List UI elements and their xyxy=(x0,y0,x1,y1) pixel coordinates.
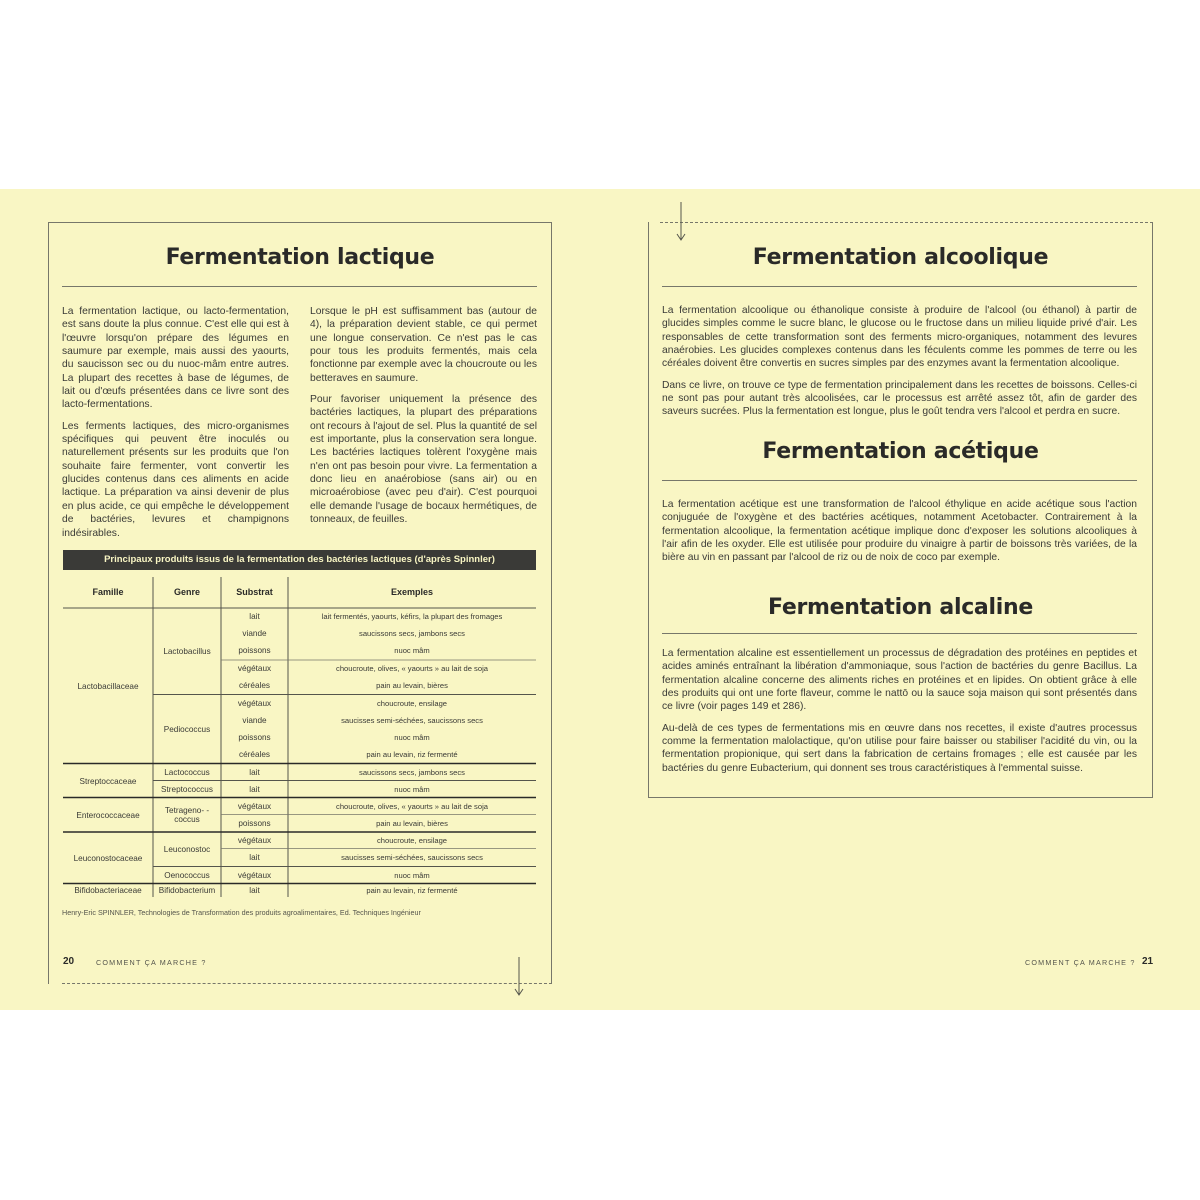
exemples-cell: pain au levain, bières xyxy=(376,819,448,828)
substrat-cell: lait xyxy=(249,768,260,777)
substrat-cell: lait xyxy=(249,886,260,895)
section-title-lactique: Fermentation lactique xyxy=(165,245,435,270)
text-column-1 xyxy=(62,305,289,548)
left-dashed-rule xyxy=(62,983,552,984)
paragraph: La fermentation alcaline est essentiellement un processus de dégradation des protéines en peptides et acides aminés entraînant la libération d'ammoniaque, sous l'action de bactéries du genre Bacillus. La fermentation alcaline concerne des aliments riches en protéines et en lipides. On obtient grâce à elle des produits qui ont une forte flaveur, comme le nattō ou la sauce soja maison qui sont présentés dans ce livre (voir pages 149 et 286). xyxy=(662,648,1137,713)
substrat-cell: viande xyxy=(242,716,267,725)
paragraph: La fermentation acétique est une transformation de l'alcool éthylique en acide acétique sous l'action conjuguée de l'oxygène et des bactéries acétiques, notamment Acetobacter. Contrairement à la fermentation alcoolique, la fermentation acétique implique donc d'exposer les solutions alcooliques à l'air afin de les oxyder. Elle est utilisée pour produire du vinaigre à partir de boissons très variées, de la bière au vin en passant par l'alcool de riz ou de noix de coco par exemple. xyxy=(662,499,1137,564)
paragraph: La fermentation lactique, ou lacto-fermentation, est sans doute la plus connue. C'est elle qui est à l'œuvre lorsqu'on prépare des légumes en saumure par exemple, mais aussi des yaourts, du saucisson sec ou du nuoc-mâm entre autres. La plupart des recettes à base de légumes, de lait ou d'œufs présentées dans ce livre sont des lacto-fermentations. xyxy=(62,306,289,411)
book-spread xyxy=(0,189,1200,1010)
substrat-cell: végétaux xyxy=(237,836,272,845)
paragraph: Les ferments lactiques, des micro-organismes spécifiques qui peuvent être inoculés ou naturellement présents sur les produits que l'on souhaite faire fermenter, vont convertir les glucides contenus dans ces aliments en acide lactique. La préparation va ainsi devenir de plus en plus acide, ce qui empêche le développement de bactéries, levures et champignons indésirables. xyxy=(62,420,289,539)
col-header-substrat: Substrat xyxy=(236,587,273,597)
substrat-cell: céréales xyxy=(239,681,270,690)
substrat-cell: lait xyxy=(249,853,260,862)
substrat-cell: végétaux xyxy=(237,699,272,708)
exemples-cell: nuoc mâm xyxy=(394,785,430,794)
exemples-cell: saucisses semi-séchées, saucissons secs xyxy=(341,716,483,725)
substrat-cell: végétaux xyxy=(237,802,272,811)
exemples-cell: choucroute, olives, « yaourts » au lait de soja xyxy=(336,802,488,811)
exemples-cell: nuoc mâm xyxy=(394,733,430,742)
running-head-right: COMMENT ÇA MARCHE ? xyxy=(1025,958,1136,967)
exemples-cell: choucroute, ensilage xyxy=(376,699,448,708)
genre-cell: Lactococcus xyxy=(164,768,210,777)
genre-cell: Bifidobacterium xyxy=(158,886,216,895)
down-arrow-icon xyxy=(514,957,524,997)
famille-cell: Lactobacillaceae xyxy=(77,681,139,691)
section-title-acetique: Fermentation acétique xyxy=(762,439,1039,464)
substrat-cell: poissons xyxy=(238,733,271,742)
title-rule xyxy=(662,286,1137,287)
table-caption: Principaux produits issus de la fermentation des bactéries lactiques (d'après Spinnler) xyxy=(63,550,536,570)
paragraph: Dans ce livre, on trouve ce type de fermentation principalement dans les recettes de boissons. Celles-ci ne sont pas pour autant très alcoolisées, car le processus est arrêté assez tôt, afin de garder des saveurs sucrées. Plus la fermentation est longue, plus le goût tendra vers l'alcool et perdra en sucre. xyxy=(662,379,1137,418)
genre-cell: Lactobacillus xyxy=(163,647,211,656)
paragraph: Lorsque le pH est suffisamment bas (autour de 4), la préparation devient stable, ce qui permet une longue conservation. Ce n'est pas le cas pour tous les produits fermentés, mais cela fonctionne par exemple avec la choucroute ou les betteraves en saumure. xyxy=(310,306,537,384)
paragraph: Pour favoriser uniquement la présence des bactéries lactiques, la plupart des préparations ont recours à l'ajout de sel. Plus la quantité de sel est importante, plus la conservation sera longue. Les bactéries lactiques tolèrent l'oxygène mais n'en ont pas besoin pour vivre. La fermentation a donc lieu en anaérobiose (sans air) ou en microaérobiose (avec peu d'air). C'est pourquoi elle demande l'usage de bocaux hermétiques, de tonneaux, de feuilles. xyxy=(310,394,537,526)
substrat-cell: céréales xyxy=(239,750,270,759)
substrat-cell: lait xyxy=(249,612,260,621)
page-number-right: 21 xyxy=(1142,956,1154,967)
title-rule xyxy=(662,480,1137,481)
genre-cell: Streptococcus xyxy=(161,785,213,794)
famille-cell: Streptoccaceae xyxy=(79,776,137,786)
famille-cell: Leuconostocaceae xyxy=(73,853,143,863)
exemples-cell: saucissons secs, jambons secs xyxy=(359,629,465,638)
right-dashed-rule xyxy=(660,222,1153,223)
exemples-cell: nuoc mâm xyxy=(394,646,430,655)
famille-cell: Bifidobacteriaceae xyxy=(74,886,142,895)
substrat-cell: viande xyxy=(242,629,267,638)
page-number-left: 20 xyxy=(63,956,75,967)
section-title-alcoolique: Fermentation alcoolique xyxy=(752,245,1049,270)
col-header-famille: Famille xyxy=(92,587,124,597)
table-source-note: Henry-Eric SPINNLER, Technologies de Transformation des produits agroalimentaires, Ed. Techniques Ingénieur xyxy=(62,908,421,917)
section-text-acetique xyxy=(662,498,1137,573)
genre-cell: Tetrageno- -coccus xyxy=(164,806,210,824)
section-text-alcaline xyxy=(662,647,1137,783)
section-title-alcaline: Fermentation alcaline xyxy=(768,595,1033,620)
col-header-genre: Genre xyxy=(173,587,200,597)
exemples-cell: saucisses semi-séchées, saucissons secs xyxy=(341,853,483,862)
section-text-alcoolique xyxy=(662,304,1137,427)
exemples-cell: pain au levain, bières xyxy=(376,681,448,690)
substrat-cell: végétaux xyxy=(237,871,272,880)
down-arrow-icon xyxy=(676,202,686,242)
genre-cell: Leuconostoc xyxy=(163,845,211,854)
exemples-cell: nuoc mâm xyxy=(394,871,430,880)
col-header-exemples: Exemples xyxy=(390,587,434,597)
exemples-cell: pain au levain, riz fermenté xyxy=(366,886,458,895)
paragraph: Au-delà de ces types de fermentations mis en œuvre dans nos recettes, il existe d'autres processus comme la fermentation malolactique, qu'on utilise pour faire baisser ou stabiliser l'acidité du vin, ou la fermentation propionique, qui sert dans la fabrication de certains fromages ; elle est causée par les bactéries du genre Eubacterium, qui donnent ses trous caractéristiques à l'emmental suisse. xyxy=(662,722,1137,774)
substrat-cell: lait xyxy=(249,785,260,794)
exemples-cell: saucissons secs, jambons secs xyxy=(359,768,465,777)
paragraph: La fermentation alcoolique ou éthanolique consiste à produire de l'alcool (ou éthanol) à partir de glucides simples comme le sucre blanc, le glucose ou le fructose dans un milieu liquide privé d'air. Les responsables de cette transformation sont des ferments micro-organiques, notamment des levures anaérobies. Les glucides complexes contenus dans les féculents comme les pommes de terre ou les céréales doivent être convertis en sucres simples par des enzymes avant la fermentation alcoolique. xyxy=(662,305,1137,370)
exemples-cell: lait fermentés, yaourts, kéfirs, la plupart des fromages xyxy=(321,612,503,621)
substrat-cell: poissons xyxy=(238,646,271,655)
substrat-cell: poissons xyxy=(238,819,271,828)
famille-cell: Enterococcaceae xyxy=(76,810,140,820)
exemples-cell: choucroute, ensilage xyxy=(376,836,448,845)
substrat-cell: végétaux xyxy=(237,664,272,673)
title-rule xyxy=(62,286,537,287)
running-head-left: COMMENT ÇA MARCHE ? xyxy=(96,958,207,967)
genre-cell: Oenococcus xyxy=(164,871,210,880)
exemples-cell: pain au levain, riz fermenté xyxy=(366,750,458,759)
genre-cell: Pediococcus xyxy=(163,725,211,734)
title-rule xyxy=(662,633,1137,634)
exemples-cell: choucroute, olives, « yaourts » au lait de soja xyxy=(336,664,488,673)
text-column-2 xyxy=(310,305,537,535)
